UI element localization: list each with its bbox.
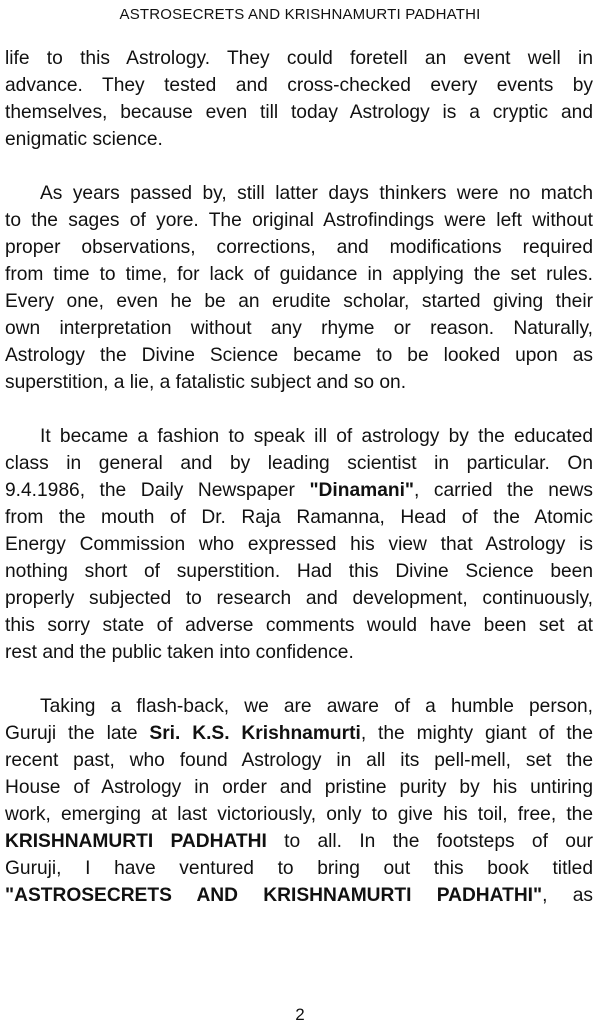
text-line: rest and the public taken into confidence. — [5, 642, 354, 663]
text-line: It became a fashion to speak ill of astrology by the educated — [40, 426, 593, 447]
text-line: proper observations, corrections, and modifications required — [5, 237, 593, 258]
bold-term: "Dinamani" — [309, 480, 415, 501]
text-line: "ASTROSECRETS AND KRISHNAMURTI PADHATHI", as — [5, 885, 593, 906]
bold-term: KRISHNAMURTI PADHATHI — [5, 831, 267, 852]
text-line: own interpretation without any rhyme or reason. Naturally, — [5, 318, 593, 339]
page-number: 2 — [295, 1005, 305, 1024]
text-line: from the mouth of Dr. Raja Ramanna, Head of the Atomic — [5, 507, 593, 528]
text-line: As years passed by, still latter days thinkers were no match — [40, 183, 593, 204]
text-line: 9.4.1986, the Daily Newspaper "Dinamani", carried the news — [5, 480, 593, 501]
running-header: ASTROSECRETS AND KRISHNAMURTI PADHATHI — [119, 6, 481, 23]
text-line: life to this Astrology. They could foretell an event well in — [5, 48, 593, 69]
text-line: this sorry state of adverse comments would have been set at — [5, 615, 593, 636]
text-line: from time to time, for lack of guidance in applying the set rules. — [5, 264, 593, 285]
text-line: superstition, a lie, a fatalistic subject and so on. — [5, 372, 407, 393]
paragraph-4 — [5, 693, 593, 909]
text-line: Every one, even he be an erudite scholar, started giving their — [5, 291, 593, 312]
text-line: nothing short of superstition. Had this Divine Science been — [5, 561, 593, 582]
paragraph-1 — [5, 45, 593, 153]
text-line: properly subjected to research and development, continuously, — [5, 588, 593, 609]
text-line: recent past, who found Astrology in all its pell-mell, set the — [5, 750, 593, 771]
bold-term: "ASTROSECRETS AND KRISHNAMURTI PADHATHI" — [5, 885, 543, 906]
text-line: KRISHNAMURTI PADHATHI to all. In the footsteps of our — [5, 831, 593, 852]
paragraph-2 — [5, 180, 593, 396]
text-line: themselves, because even till today Astrology is a cryptic and — [5, 102, 593, 123]
text-line: Energy Commission who expressed his view that Astrology is — [5, 534, 593, 555]
body-text — [5, 45, 593, 936]
text-line: work, emerging at last victoriously, only to give his toil, free, the — [5, 804, 593, 825]
text-line: advance. They tested and cross-checked every events by — [5, 75, 593, 96]
text-line: to the sages of yore. The original Astrofindings were left without — [5, 210, 593, 231]
text-line: enigmatic science. — [5, 129, 163, 150]
text-line: Astrology the Divine Science became to be looked upon as — [5, 345, 593, 366]
text-line: Taking a flash-back, we are aware of a humble person, — [40, 696, 593, 717]
text-line: Guruji the late Sri. K.S. Krishnamurti, the mighty giant of the — [5, 723, 593, 744]
text-line: House of Astrology in order and pristine purity by his untiring — [5, 777, 593, 798]
text-line: Guruji, I have ventured to bring out this book titled — [5, 858, 593, 879]
bold-term: Sri. K.S. Krishnamurti — [149, 723, 361, 744]
paragraph-3 — [5, 423, 593, 666]
text-line: class in general and by leading scientist in particular. On — [5, 453, 593, 474]
